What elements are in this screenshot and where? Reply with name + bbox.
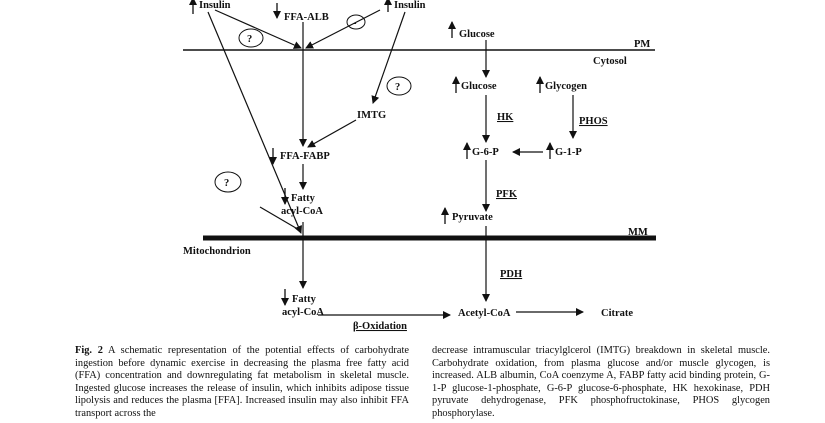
acyl-coa-label-2: acyl-CoA <box>282 307 324 318</box>
ffa-alb-label: FFA-ALB <box>284 12 329 23</box>
beta-oxidation-label: β-Oxidation <box>353 321 407 332</box>
caption-left-column <box>75 345 409 421</box>
glucose-top-label: Glucose <box>459 29 495 40</box>
caption-right-column <box>432 345 770 421</box>
question-mark-1: ? <box>247 34 253 45</box>
pm-label: PM <box>634 39 651 50</box>
insulin-right-label: Insulin <box>394 0 426 11</box>
question-mark-3: ? <box>224 178 230 189</box>
mitochondrion-label: Mitochondrion <box>183 246 251 257</box>
imtg-label: IMTG <box>357 110 387 121</box>
mm-label: MM <box>628 227 648 238</box>
cytosol-label: Cytosol <box>593 56 627 67</box>
ffa-fabp-label: FFA-FABP <box>280 151 330 162</box>
fatty-label-2: Fatty <box>292 294 316 305</box>
pdh-label: PDH <box>500 269 523 280</box>
glycogen-label: Glycogen <box>545 81 587 92</box>
acetyl-coa-label: Acetyl-CoA <box>458 308 511 319</box>
fatty-label-1: Fatty <box>291 193 315 204</box>
pfk-label: PFK <box>496 189 517 200</box>
g1p-label: G-1-P <box>555 147 582 158</box>
g6p-label: G-6-P <box>472 147 499 158</box>
question-mark-2: ? <box>395 82 401 93</box>
pyruvate-label: Pyruvate <box>452 212 493 223</box>
pathway-arrows <box>208 10 583 315</box>
caption-left-text: A schematic representation of the potential effects of carbohydrate ingestion before dynamic exercise in decreasing the plasma free fatty acid (FFA) concentration and downregulating fat metabolism in skeletal muscle. Ingested glucose increases the release of insulin, which inhibits adipose tissue lipolysis and reduces the plasma [FFA]. Increased insulin may also inhibit FFA transport across the <box>75 345 409 419</box>
phos-label: PHOS <box>579 116 608 127</box>
hk-label: HK <box>497 112 514 123</box>
insulin-left-label: Insulin <box>199 0 231 11</box>
caption-right-text: decrease intramuscular triacylglcerol (IMTG) breakdown in skeletal muscle. Carbohydrate oxidation, from plasma glucose and/or muscle glycogen, is increased. ALB albumin, CoA coenzyme A, FABP fatty acid binding protein, G-1-P glucose-1-phosphate, G-6-P glucose-6-phosphate, HK hexokinase, PDH pyruvate dehydrogenase, PFK phosphofructokinase, PHOS glycogen phosphorylase. <box>432 345 770 419</box>
figure-label: Fig. 2 <box>75 345 103 356</box>
glucose-mid-label: Glucose <box>461 81 497 92</box>
citrate-label: Citrate <box>601 308 634 319</box>
acyl-coa-label-1: acyl-CoA <box>281 206 323 217</box>
minus-label: - <box>353 18 357 29</box>
